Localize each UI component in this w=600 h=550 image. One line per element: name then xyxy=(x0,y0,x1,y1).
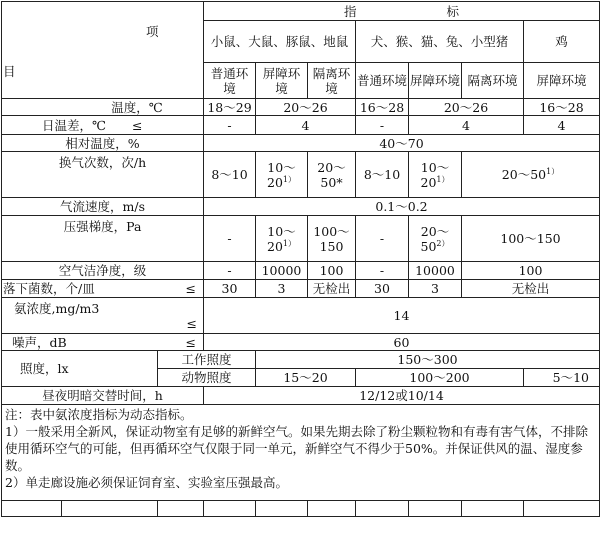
env-normal-1: 普通环境 xyxy=(204,63,256,99)
label-text: 换气次数，次/h xyxy=(58,155,147,170)
cell: - xyxy=(204,116,256,135)
row-ammonia xyxy=(2,298,600,334)
value: 10～20 xyxy=(420,159,450,190)
label-ammonia xyxy=(2,298,204,334)
env-isolation-1: 隔离环境 xyxy=(308,63,356,99)
label-daily-temp-diff xyxy=(2,116,204,135)
label-text: 日温差，℃ xyxy=(42,117,106,133)
env-isolation-2: 隔离环境 xyxy=(462,63,524,99)
label-temperature: 温度，℃ xyxy=(2,99,204,116)
footnote-mark: 1） xyxy=(282,238,296,248)
value: 20～50 xyxy=(501,167,547,182)
cell: 100 xyxy=(308,262,356,280)
cell: 5～10 xyxy=(524,369,600,387)
blank-cell xyxy=(62,501,158,517)
label-text: 落下菌数，个/皿 xyxy=(3,281,95,296)
cell: 16～28 xyxy=(524,99,600,116)
blank-cell xyxy=(256,501,308,517)
item-char-mu: 目 xyxy=(3,64,16,79)
indicator-char-zhi: 指 xyxy=(343,3,357,19)
label-illumination: 照度，lx xyxy=(2,351,158,387)
label-text: 压强梯度，Pa xyxy=(63,219,142,234)
cell: 100 xyxy=(462,262,600,280)
row-bacteria xyxy=(2,280,600,298)
cell: 30 xyxy=(356,280,409,298)
cell: 14 xyxy=(204,298,600,334)
cell: - xyxy=(204,216,256,262)
row-humidity xyxy=(2,135,600,152)
note-0: 注：表中氨浓度指标为动态指标。 xyxy=(5,407,193,422)
label-noise xyxy=(2,334,204,351)
blank-cell xyxy=(158,501,204,517)
item-header xyxy=(2,2,204,99)
cell: 40～70 xyxy=(204,135,600,152)
cell: - xyxy=(356,216,409,262)
cell: 4 xyxy=(524,116,600,135)
label-text: 氨浓度,mg/m3 xyxy=(14,301,100,316)
cell: - xyxy=(356,262,409,280)
env-barrier-1: 屏障环境 xyxy=(256,63,308,99)
label-airflow: 气流速度，m/s xyxy=(2,198,204,216)
footnote-mark: 1） xyxy=(436,174,450,184)
label-work-illumination: 工作照度 xyxy=(158,351,256,369)
notes xyxy=(2,405,600,501)
blank-cell xyxy=(356,501,409,517)
blank-cell xyxy=(524,501,600,517)
cell xyxy=(462,152,600,198)
le-sign: ≤ xyxy=(185,281,196,296)
cell: - xyxy=(356,116,409,135)
cell: 无检出 xyxy=(462,280,600,298)
cell: 16～28 xyxy=(356,99,409,116)
label-pressure xyxy=(2,216,204,262)
footnote-mark: 1） xyxy=(282,174,296,184)
note-2: 2）单走廊设施必须保证饲育室、实验室压强最高。 xyxy=(5,475,288,490)
cell: 3 xyxy=(409,280,462,298)
label-cleanliness: 空气洁净度，级 xyxy=(2,262,204,280)
item-char-xiang: 项 xyxy=(146,24,159,39)
value: 20～50 xyxy=(420,223,450,254)
group-chicken: 鸡 xyxy=(524,21,600,63)
cell: 12/12或10/14 xyxy=(204,387,600,405)
cell: 4 xyxy=(409,116,524,135)
cell: 20～50* xyxy=(308,152,356,198)
cell: 20～26 xyxy=(256,99,356,116)
cell: 10000 xyxy=(409,262,462,280)
cell: 无检出 xyxy=(308,280,356,298)
cell: 150～300 xyxy=(256,351,600,369)
cell: 18～29 xyxy=(204,99,256,116)
footnote-mark: 1） xyxy=(546,167,560,176)
row-pressure xyxy=(2,216,600,262)
value: 10～20 xyxy=(267,159,296,190)
cell: 15～20 xyxy=(256,369,356,387)
row-notes xyxy=(2,405,600,501)
cell: 8～10 xyxy=(204,152,256,198)
env-normal-2: 普通环境 xyxy=(356,63,409,99)
note-1: 1）一般采用全新风，保证动物室有足够的新鲜空气。如果先期去除了粉尘颗粒物和有毒有害气体，不排除使用循环空气的可能，但再循环空气仅限于同一单元，新鲜空气不得少于50%。并保证供风的温、湿度参数。 xyxy=(5,424,588,473)
le-sign: ≤ xyxy=(185,334,196,350)
label-text: 噪声，dB xyxy=(12,334,67,350)
row-day-night xyxy=(2,387,600,405)
indicator-header xyxy=(204,2,600,21)
blank-cell xyxy=(462,501,524,517)
cell: - xyxy=(204,262,256,280)
group-large-animals: 犬、猴、猫、兔、小型猪 xyxy=(356,21,524,63)
cell xyxy=(256,216,308,262)
cell: 30 xyxy=(204,280,256,298)
row-air-change xyxy=(2,152,600,198)
value: 10～20 xyxy=(267,223,296,254)
row-noise xyxy=(2,334,600,351)
group-rodents: 小鼠、大鼠、豚鼠、地鼠 xyxy=(204,21,356,63)
indicator-table xyxy=(1,1,600,517)
le-sign: ≤ xyxy=(131,117,143,133)
le-sign: ≤ xyxy=(186,316,197,331)
cell xyxy=(256,152,308,198)
cell: 0.1～0.2 xyxy=(204,198,600,216)
blank-cell xyxy=(204,501,256,517)
cell xyxy=(409,152,462,198)
row-airflow xyxy=(2,198,600,216)
footnote-mark: 2） xyxy=(436,238,450,248)
blank-row xyxy=(2,501,600,517)
cell: 100～150 xyxy=(462,216,600,262)
indicator-char-biao: 标 xyxy=(446,3,460,19)
cell xyxy=(409,216,462,262)
label-air-change xyxy=(2,152,204,198)
blank-cell xyxy=(308,501,356,517)
cell: 100～200 xyxy=(356,369,524,387)
label-bacteria xyxy=(2,280,204,298)
row-daily-temp-diff xyxy=(2,116,600,135)
label-animal-illumination: 动物照度 xyxy=(158,369,256,387)
cell: 60 xyxy=(204,334,600,351)
cell: 4 xyxy=(256,116,356,135)
cell: 20～26 xyxy=(409,99,524,116)
blank-cell xyxy=(2,501,62,517)
row-illumination-work xyxy=(2,351,600,369)
blank-cell xyxy=(409,501,462,517)
env-barrier-3: 屏障环境 xyxy=(524,63,600,99)
cell: 100～150 xyxy=(308,216,356,262)
row-temperature xyxy=(2,99,600,116)
label-humidity: 相对温度，% xyxy=(2,135,204,152)
row-cleanliness xyxy=(2,262,600,280)
cell: 10000 xyxy=(256,262,308,280)
cell: 8～10 xyxy=(356,152,409,198)
cell: 3 xyxy=(256,280,308,298)
label-day-night: 昼夜明暗交替时间，h xyxy=(2,387,204,405)
env-barrier-2: 屏障环境 xyxy=(409,63,462,99)
